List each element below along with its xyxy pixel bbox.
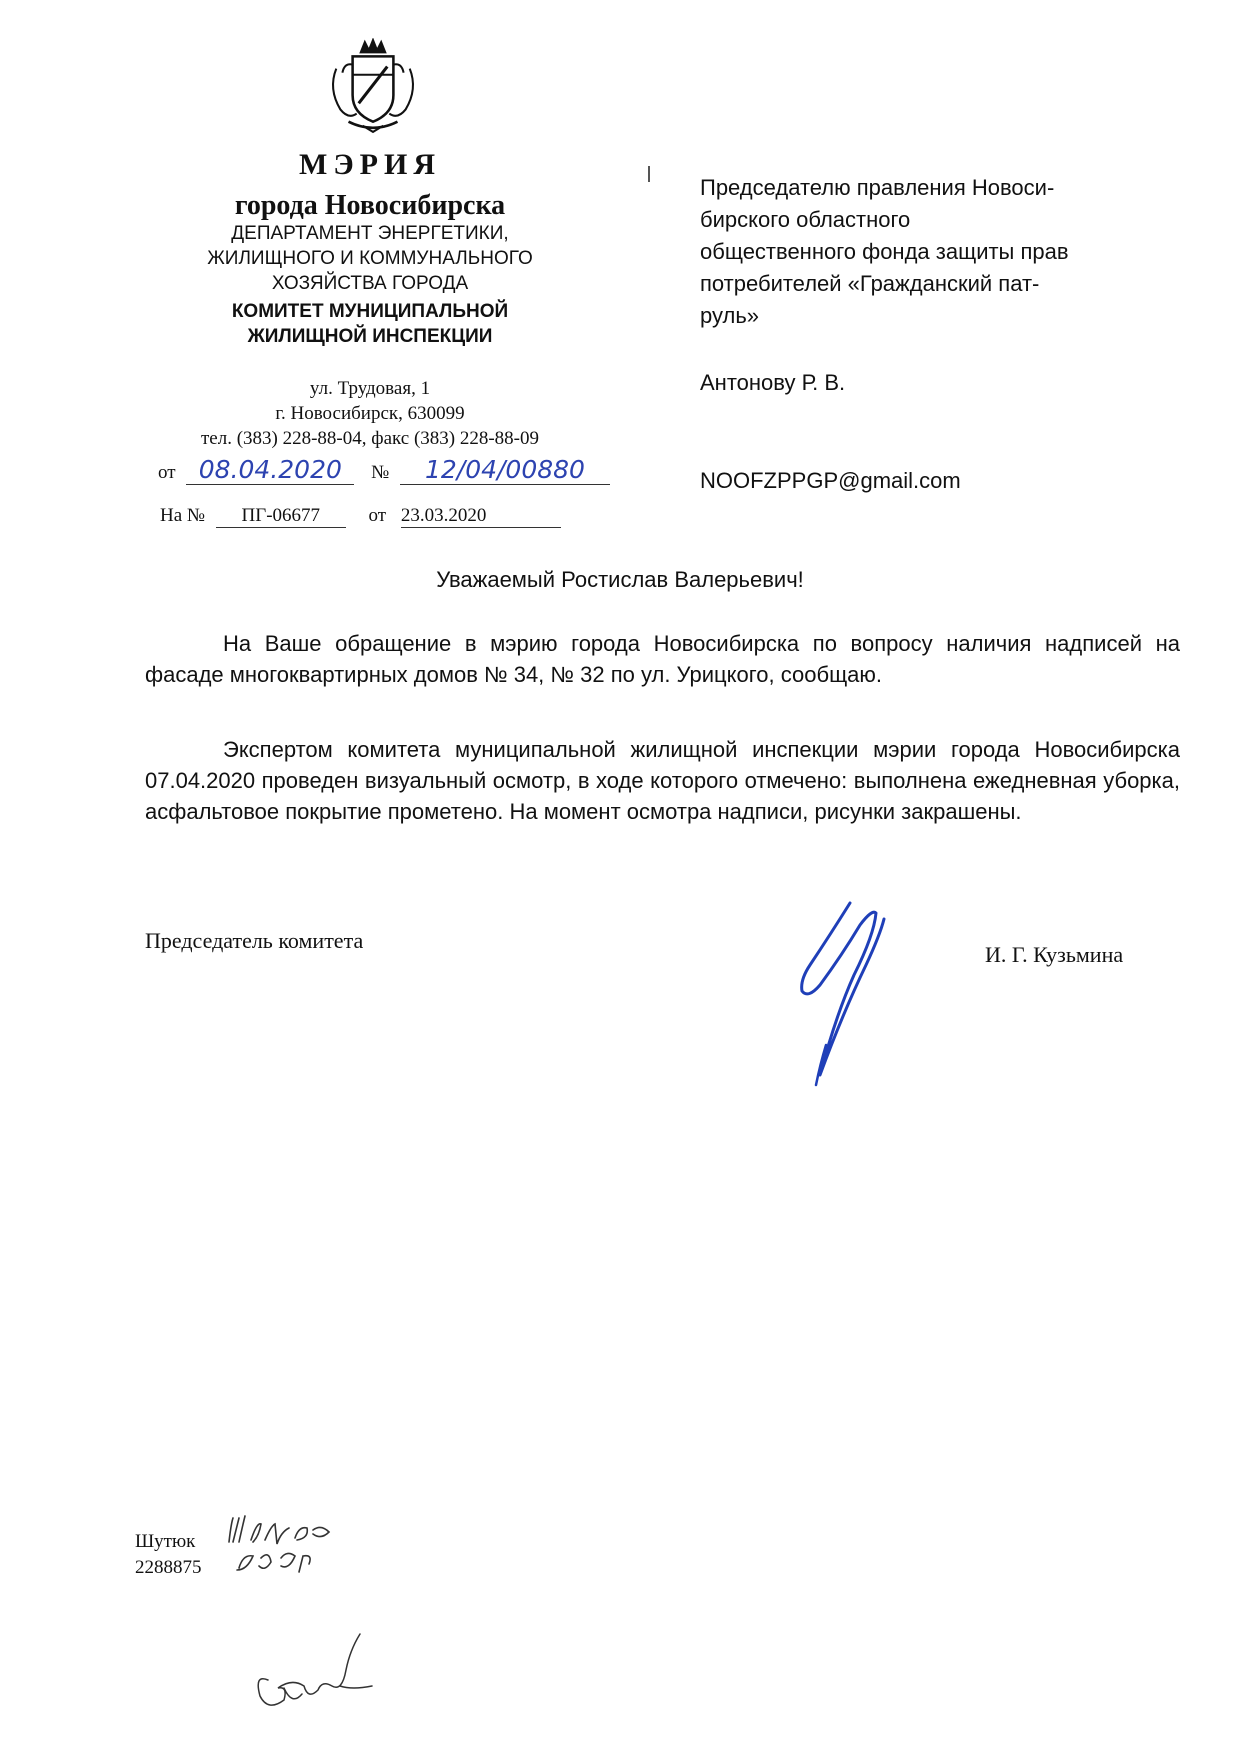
addressee-email: NOOFZPPGP@gmail.com (700, 468, 961, 493)
department-line: ДЕПАРТАМЕНТ ЭНЕРГЕТИКИ, (231, 223, 509, 244)
addressee-line: общественного фонда защиты прав (700, 239, 1069, 264)
executor-name: Шутюк (135, 1531, 196, 1552)
outgoing-registration (158, 455, 610, 485)
addressee-line: бирского областного (700, 207, 911, 232)
department-line: ХОЗЯЙСТВА ГОРОДА (271, 273, 469, 294)
paragraph-text: Экспертом комитета муниципальной жилищной инспекции мэрии города Новосибирска 07.04.2020 проведен визуальный осмотр, в ходе которого отмечено: выполнена ежедневная уборка, асфальтовое покрытие прометено. На момент осмотра надписи, рисунки закрашены. (145, 737, 1180, 824)
committee-line: ЖИЛИЩНОЙ ИНСПЕКЦИИ (247, 326, 493, 347)
letterhead-committee (140, 299, 600, 349)
scan-mark (648, 166, 650, 182)
signatory-name: И. Г. Кузьмина (985, 942, 1124, 967)
executor-phone: 2288875 (135, 1557, 202, 1578)
signatory-position: Председатель комитета (145, 928, 364, 953)
letterhead-address (140, 376, 600, 451)
letterhead-city: города Новосибирска (234, 190, 506, 221)
addressee-block (700, 172, 1160, 332)
letterhead-department (140, 221, 600, 296)
handwritten-signature-mark (780, 895, 910, 1095)
executor-handwritten-signature (225, 1510, 365, 1582)
addressee-line: Председателю правления Новоси- (700, 175, 1055, 200)
salutation: Уважаемый Ростислав Валерьевич! (436, 567, 804, 592)
reply-to-registration (160, 505, 561, 528)
addressee-line: руль» (700, 303, 760, 328)
committee-line: КОМИТЕТ МУНИЦИПАЛЬНОЙ (231, 301, 509, 322)
reply-to-label: На № (160, 505, 206, 526)
reply-to-date: 23.03.2020 (401, 505, 561, 528)
outgoing-number: 12/04/00880 (424, 455, 585, 484)
coat-of-arms-emblem (322, 38, 424, 136)
department-line: ЖИЛИЩНОГО И КОММУНАЛЬНОГО (207, 248, 533, 269)
paragraph-text: На Ваше обращение в мэрию города Новосибирска по вопросу наличия надписей на фасаде многоквартирных домов № 34, № 32 по ул. Урицкого, сообщаю. (145, 631, 1180, 687)
body-paragraph-1 (145, 628, 1180, 690)
initials-scribble (248, 1630, 378, 1715)
from-label: от (158, 462, 176, 483)
letterhead-title: МЭРИЯ (299, 148, 441, 181)
body-paragraph-2 (145, 734, 1180, 827)
reply-to-number: ПГ-06677 (216, 505, 346, 528)
outgoing-date: 08.04.2020 (198, 455, 342, 484)
addressee-name: Антонову Р. В. (700, 370, 846, 395)
number-label: № (371, 462, 390, 483)
reply-from-label: от (368, 505, 387, 526)
addressee-line: потребителей «Гражданский пат- (700, 271, 1040, 296)
address-line: г. Новосибирск, 630099 (275, 403, 465, 424)
address-line: ул. Трудовая, 1 (309, 378, 431, 399)
address-line: тел. (383) 228-88-04, факс (383) 228-88-09 (200, 428, 540, 449)
